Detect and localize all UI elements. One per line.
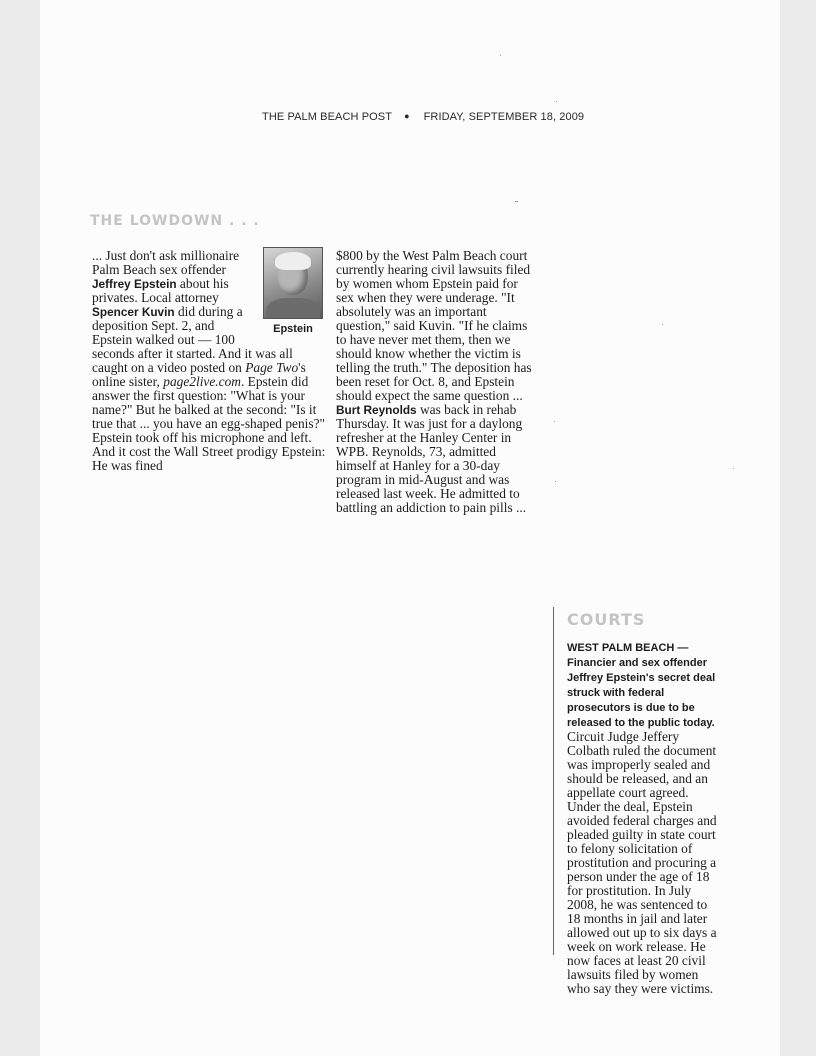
courts-text: Circuit Judge Jeffery Colbath ruled the document was improperly sealed and should be released, and an appellate court agreed. Under the deal, Epstein avoided federal charges and pleaded guilty in state court to felony solicitation of prostitution and procuring a person under the age of 18 for prostitution. In July 2008, he was sentenced to 18 months in jail and later allowed out up to six days a week on work release. He now faces at least 20 civil lawsuits filed by women who say they were victims. [567,729,717,996]
lowdown-body-part-2: $800 by the West Palm Beach court currently hearing civil lawsuits filed by women whom Epstein paid for sex when they were underage. "It absolutely was an important question," said Kuvin. "If he claims to have never met them, then we should know whether the victim is telling the truth." The deposition has been reset for Oct. 8, and Epstein should expect the same question ... Burt Reynolds was back in rehab Thursday. It was just for a daylong refresher at the Hanley Center in WPB. Reynolds, 73, admitted himself at Hanley for a 30-day program in mid-August and was released last week. He admitted to battling an addiction to pain pills ... [336,248,532,515]
masthead [262,111,584,123]
lowdown-column-2 [336,249,539,515]
epstein-photo-block [263,247,323,336]
epstein-photo [263,247,323,319]
courts-heading: COURTS [567,610,646,629]
photo-caption: Epstein [273,323,313,335]
lowdown-body-part-1: ... Just don't ask millionaire Palm Beach sex offender Jeffrey Epstein about his privates. Local attorney Spencer Kuvin did during a deposition Sept. 2, and Epstein walked out — 100 seconds after it started. And it was all caught on a video posted on Page Two's online sister, page2live.com. Epstein did answer the first question: "What is your name?" But he balked at the second: "Is it true that ... you have an egg-shaped penis?" Epstein took off his microphone and left. And it cost the Wall Street prodigy Epstein: He was fined [92,248,326,473]
courts-lead: WEST PALM BEACH — Financier and sex offender Jeffrey Epstein's secret deal struck with federal prosecutors is due to be released to the public today. [567,642,716,729]
paper-name: THE PALM BEACH POST [262,111,393,123]
courts-column [567,640,719,996]
column-rule [553,607,554,955]
lowdown-column-1 [92,249,327,473]
issue-date: FRIDAY, SEPTEMBER 18, 2009 [423,111,585,123]
name-jeffrey-epstein: Jeffrey Epstein [92,277,177,291]
name-burt-reynolds: Burt Reynolds [336,403,417,417]
bullet-separator: ● [404,111,410,121]
name-spencer-kuvin: Spencer Kuvin [92,305,175,319]
lowdown-heading: THE LOWDOWN . . . [90,213,260,229]
courts-body [567,640,719,996]
